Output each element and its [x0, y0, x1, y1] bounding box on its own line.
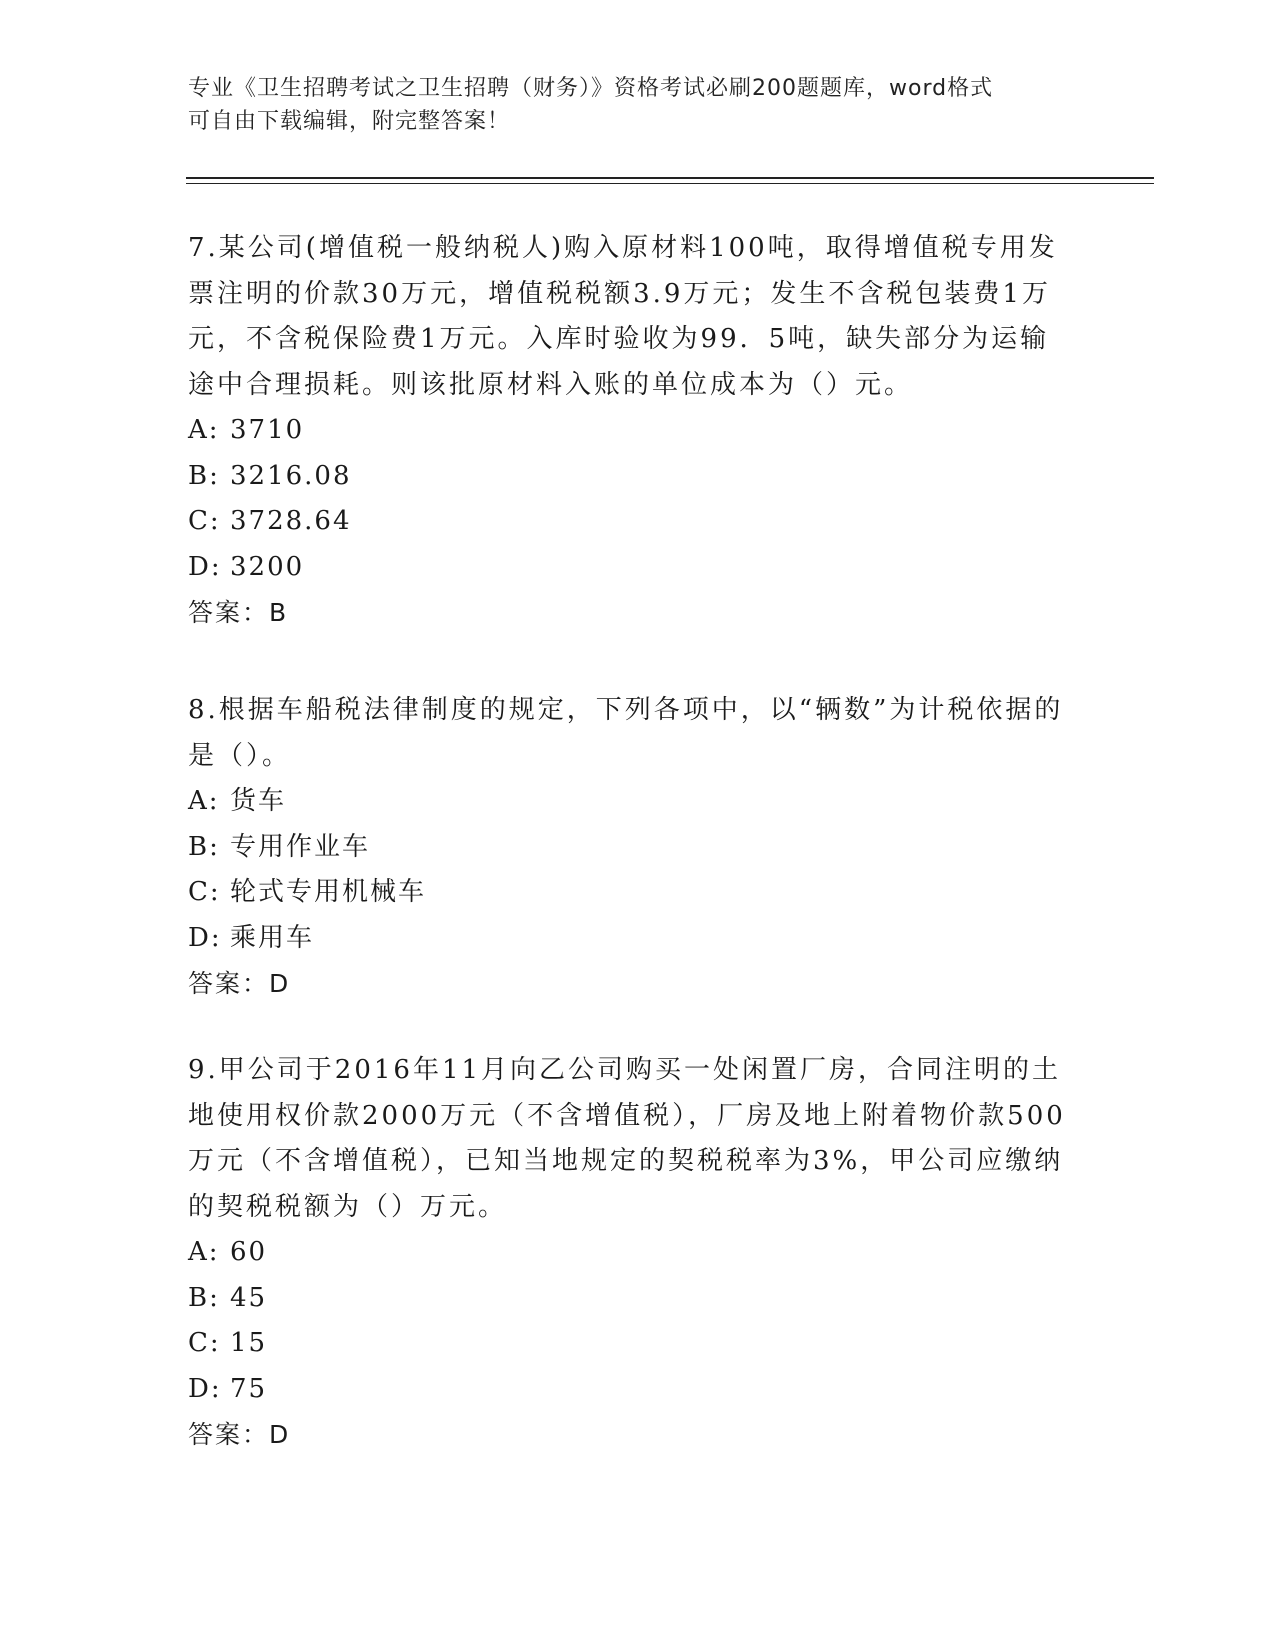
option-text: 3710 — [230, 415, 305, 445]
option-text: 轮式专用机械车 — [230, 877, 427, 907]
option-text: 3728.64 — [230, 506, 352, 536]
option-text: 3216.08 — [230, 460, 352, 491]
answer-line: 答案：D — [188, 1420, 291, 1449]
option-c — [188, 1321, 1068, 1367]
option-text: 15 — [230, 1328, 268, 1358]
option-key: D: — [188, 922, 222, 953]
option-b — [188, 825, 1068, 871]
option-text: 货车 — [230, 786, 287, 816]
question-8 — [188, 688, 1068, 1007]
answer-line: 答案：D — [188, 969, 291, 998]
option-key: C: — [188, 877, 221, 907]
option-key: C: — [188, 1328, 221, 1358]
option-key: D: — [188, 1373, 222, 1404]
question-stem: 9.甲公司于2016年11月向乙公司购买一处闲置厂房，合同注明的土地使用权价款2000万元（不含增值税），厂房及地上附着物价款500万元（不含增值税），已知当地规定的契税税率为3%，甲公司应缴纳的契税税额为（）万元。 — [188, 1055, 1066, 1222]
option-text: 45 — [230, 1282, 268, 1313]
option-a — [188, 1230, 1068, 1276]
option-b — [188, 454, 1068, 500]
option-c — [188, 499, 1068, 545]
answer-line: 答案：B — [188, 598, 289, 627]
option-d — [188, 916, 1068, 962]
document-header — [188, 72, 1068, 138]
option-key: D: — [188, 551, 222, 582]
option-key: B: — [188, 1282, 220, 1313]
question-9 — [188, 1048, 1068, 1458]
option-a — [188, 408, 1068, 454]
option-c — [188, 870, 1068, 916]
header-divider-thin — [186, 183, 1154, 184]
option-key: B: — [188, 831, 220, 862]
header-divider-thick — [186, 177, 1154, 179]
option-key: B: — [188, 460, 220, 491]
option-text: 60 — [230, 1237, 268, 1267]
question-stem: 8.根据车船税法律制度的规定，下列各项中，以“辆数”为计税依据的是（）。 — [188, 695, 1064, 771]
option-text: 3200 — [230, 551, 305, 582]
option-key: A: — [188, 786, 220, 816]
header-line-1: 专业《卫生招聘考试之卫生招聘（财务）》资格考试必刷200题题库，word格式 — [188, 76, 994, 101]
option-key: A: — [188, 1237, 220, 1267]
question-7 — [188, 226, 1068, 636]
option-b — [188, 1276, 1068, 1322]
option-text: 乘用车 — [230, 922, 315, 953]
option-a — [188, 779, 1068, 825]
option-text: 75 — [230, 1373, 268, 1404]
option-d — [188, 545, 1068, 591]
option-key: C: — [188, 506, 221, 536]
option-d — [188, 1367, 1068, 1413]
option-key: A: — [188, 415, 220, 445]
option-text: 专用作业车 — [230, 831, 371, 862]
header-line-2: 可自由下载编辑，附完整答案！ — [188, 109, 511, 134]
question-stem: 7.某公司(增值税一般纳税人)购入原材料100吨，取得增值税专用发票注明的价款30万元，增值税税额3.9万元；发生不含税包装费1万元，不含税保险费1万元。入库时验收为99．5吨，缺失部分为运输途中合理损耗。则该批原材料入账的单位成本为（）元。 — [188, 233, 1058, 400]
